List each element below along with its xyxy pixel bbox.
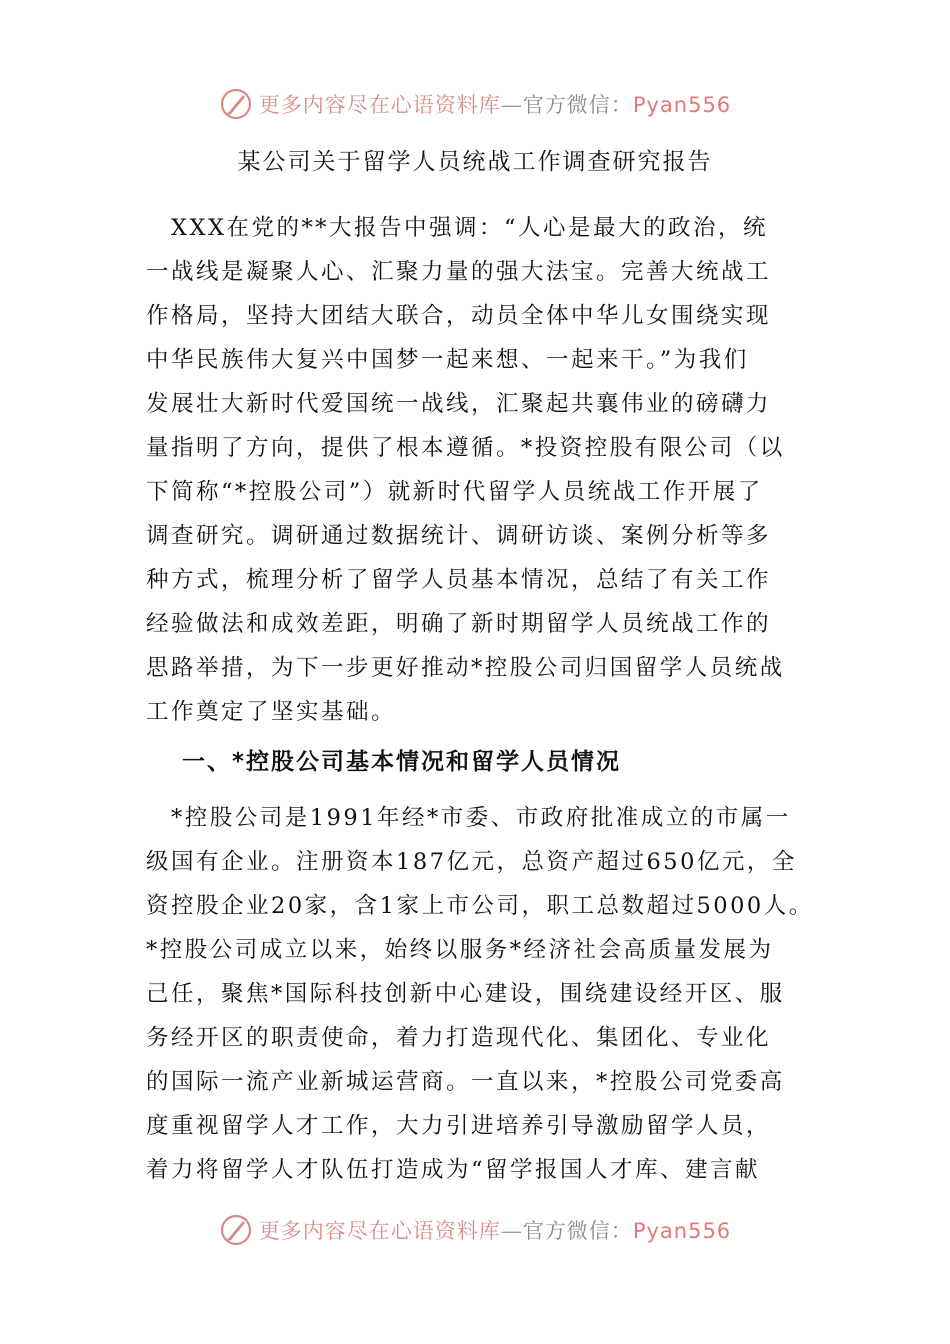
text-line: 经验做法和成效差距，明确了新时期留学人员统战工作的 <box>146 611 772 637</box>
watermark-official-label: 官方微信： <box>522 93 633 117</box>
watermark-main-text: 更多内容尽在心语资料库 <box>258 1219 501 1243</box>
paragraph-intro <box>146 206 806 734</box>
quill-logo-icon <box>219 1213 253 1247</box>
text-line: 下简称“*控股公司”）就新时代留学人员统战工作开展了 <box>146 479 763 505</box>
text-line: 资控股企业20家，含1家上市公司，职工总数超过5000人。 <box>146 893 814 919</box>
text-line: 种方式，梳理分析了留学人员基本情况，总结了有关工作 <box>146 567 772 593</box>
text-line: 一战线是凝聚人心、汇聚力量的强大法宝。完善大统战工 <box>146 259 772 285</box>
text-line: 调查研究。调研通过数据统计、调研访谈、案例分析等多 <box>146 523 772 549</box>
text-line: 发展壮大新时代爱国统一战线，汇聚起共襄伟业的磅礴力 <box>146 391 772 417</box>
text-line: 量指明了方向，提供了根本遵循。*投资控股有限公司（以 <box>146 435 785 461</box>
text-line: 务经开区的职责使命，着力打造现代化、集团化、专业化 <box>146 1025 772 1051</box>
text-line: *控股公司是1991年经*市委、市政府批准成立的市属一 <box>146 805 791 831</box>
watermark-wechat-id: Pyan556 <box>632 1219 732 1243</box>
watermark-text <box>259 89 731 119</box>
text-line: 着力将留学人才队伍打造成为“留学报国人才库、建言献 <box>146 1157 761 1183</box>
text-line: 己任，聚焦*国际科技创新中心建设，围绕建设经开区、服 <box>146 981 785 1007</box>
watermark-text <box>259 1215 731 1245</box>
watermark-wechat-id: Pyan556 <box>632 93 732 117</box>
text-line: *控股公司成立以来，始终以服务*经济社会高质量发展为 <box>146 937 774 963</box>
document-title: 某公司关于留学人员统战工作调查研究报告 <box>237 149 713 175</box>
text-line: 度重视留学人才工作，大力引进培养引导激励留学人员， <box>146 1113 772 1139</box>
watermark-main-text: 更多内容尽在心语资料库 <box>258 93 501 117</box>
text-line: 工作奠定了坚实基础。 <box>146 699 397 725</box>
watermark-footer <box>0 1210 950 1250</box>
text-line: 的国际一流产业新城运营商。一直以来，*控股公司党委高 <box>146 1069 785 1095</box>
watermark-separator: — <box>500 93 523 117</box>
watermark-official-label: 官方微信： <box>522 1219 633 1243</box>
text-line: 级国有企业。注册资本187亿元，总资产超过650亿元，全 <box>146 849 797 875</box>
quill-logo-icon <box>219 87 253 121</box>
text-line: 作格局，坚持大团结大联合，动员全体中华儿女围绕实现 <box>146 303 772 329</box>
section-heading: 一、*控股公司基本情况和留学人员情况 <box>182 749 622 775</box>
text-line: 思路举措，为下一步更好推动*控股公司归国留学人员统战 <box>146 655 785 681</box>
text-line: XXX在党的**大报告中强调：“人心是最大的政治，统 <box>146 215 769 241</box>
text-line: 中华民族伟大复兴中国梦一起来想、一起来干。”为我们 <box>146 347 749 373</box>
watermark-header <box>0 84 950 124</box>
watermark-separator: — <box>500 1219 523 1243</box>
paragraph-company-overview <box>146 796 814 1192</box>
